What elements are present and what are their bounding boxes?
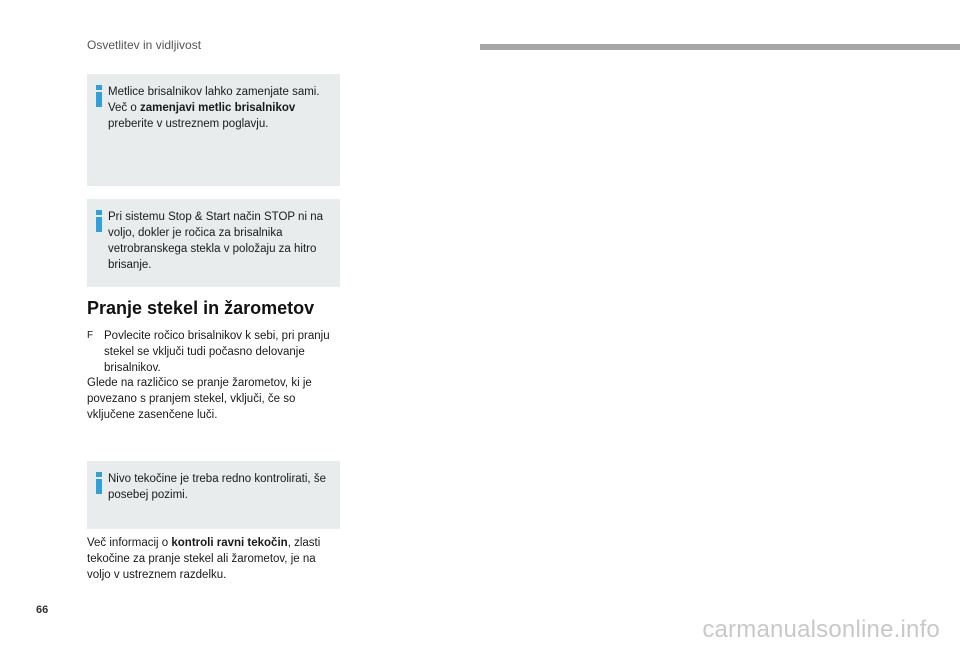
header-rule	[480, 44, 960, 50]
info-icon	[96, 472, 102, 494]
info-note-stop-start	[87, 199, 340, 287]
info-note-wiper-blades	[87, 74, 340, 186]
paragraph-fluid-info: Več informacij o kontroli ravni tekočin, zlasti tekočine za pranje stekel ali žarometov, je na voljo v ustreznem razdelku.	[87, 537, 321, 581]
instruction-bullet	[87, 328, 340, 376]
note-text: Pri sistemu Stop & Start način STOP ni na voljo, dokler je ročica za brisalnika vetrobranskega stekla v položaju za hitro brisanje.	[108, 211, 323, 271]
paragraph-link-text: kontroli ravni tekočin	[171, 537, 288, 549]
note-link-text: zamenjavi metlic brisalnikov	[139, 102, 296, 114]
info-icon	[96, 85, 102, 107]
info-icon	[96, 210, 102, 232]
paragraph-headlamp-wash: Glede na različico se pranje žarometov, ki je povezano s pranjem stekel, vključi, če so vključene zasenčene luči.	[87, 377, 312, 421]
section-heading: Pranje stekel in žarometov	[87, 298, 315, 318]
bullet-marker: F	[87, 330, 94, 341]
info-note-fluid-level	[87, 461, 340, 529]
page-number: 66	[36, 604, 49, 616]
note-text: Metlice brisalnikov lahko zamenjate sami. Več o zamenjavi metlic brisalnikov preberite v ustreznem poglavju.	[108, 86, 320, 130]
watermark: carmanualsonline.info	[702, 616, 940, 643]
chapter-title: Osvetlitev in vidljivost	[87, 38, 202, 52]
bullet-text: Povlecite ročico brisalnikov k sebi, pri pranju stekel se vključi tudi počasno delovanje brisalnikov.	[104, 330, 330, 374]
note-text: Nivo tekočine je treba redno kontrolirati, še posebej pozimi.	[108, 473, 326, 501]
